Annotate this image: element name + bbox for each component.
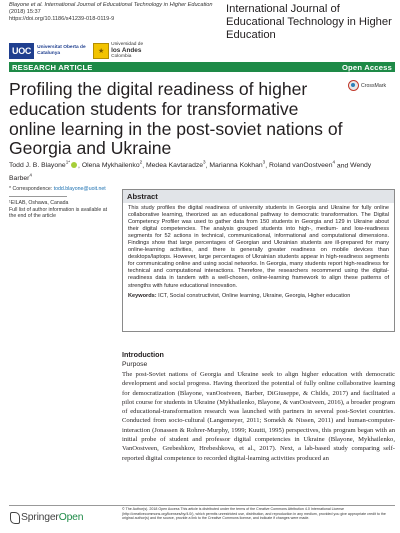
- correspondence-email[interactable]: todd.blayone@uoit.net: [53, 186, 106, 192]
- uniandes-logo: [93, 42, 143, 60]
- author-affiliation-mark: 2: [139, 160, 143, 165]
- article-type: RESEARCH ARTICLE: [12, 62, 93, 72]
- uoc-logo: [9, 43, 87, 59]
- uoc-mark: UOC: [9, 43, 34, 59]
- author-affiliation-mark: 3: [262, 160, 266, 165]
- abstract-heading: Abstract: [123, 190, 394, 203]
- crossmark-badge[interactable]: [348, 80, 386, 91]
- author-affiliation-mark: 4: [29, 172, 32, 178]
- uniandes-text: Universidad de los Andes Colombia: [111, 42, 144, 60]
- purpose-subheading: Purpose: [122, 361, 148, 368]
- correspondence-sidebar: [9, 186, 115, 220]
- license-text: © The Author(s). 2018 Open Access This article is distributed under the terms of the Creative Commons Attribution 4.0 International License (http://creativecommons.org/licenses/by/4.0/), which permits unrestricted use, distribution, and reproduction in any medium, provided you give appropriate credit to the original author(s) and the source, provide a link to the Creative Commons license, and indicate if changes were made.: [122, 507, 386, 521]
- journal-title: International Journal of Educational Technology in Higher Education: [226, 3, 392, 41]
- author-name: Olena Mykhailenko$^2$: [81, 160, 143, 170]
- crossmark-icon: [348, 80, 359, 91]
- author-affiliation-mark: 1*: [65, 160, 71, 165]
- springer-open-logo: [9, 511, 83, 523]
- institution-logos: [9, 41, 143, 61]
- crossmark-label: CrossMark: [361, 82, 387, 89]
- springer-horse-icon: [9, 511, 19, 523]
- open-access-label: Open Access: [341, 62, 392, 72]
- author-affiliation-mark: 3: [203, 160, 206, 165]
- orcid-icon[interactable]: [71, 162, 77, 168]
- keywords: [123, 290, 394, 303]
- citation-volume: (2018) 15:37: [9, 9, 41, 16]
- affiliation: ¹EILAB, Oshawa, Canada: [9, 199, 69, 206]
- introduction-paragraph: The post-Soviet nations of Georgia and Ukraine seek to align higher education with democratic development and social progress. Having theorized the potential of fully online collaborative learning for democratization (Blayone, vanOostveen, Barber, DiGiuseppe, & Childs, 2017) and facilitated a pilot course for students in Ukraine (Mykhailenko, Blayone, & vanOostveen, 2016), a broader program of educational-transformation research was launched with partners in several post-Soviet countries. Conducted from socio-cultural (Langemeyer, 2011; Somekh & Nissen, 2011) and human-computer-interaction (Jonassen & Rohrer-Murphy, 1999; Kuutti, 1995) perspectives, this program began with an initial probe of student and professor digital competencies in Ukraine (Blayone, Mykhailenko, VanOostveen, Grebeshkov, Hrebeshkova, et al., 2017). Next, a lab-based study comparing self-reported digital competence to recorded digital-learning activities produced an: [122, 371, 395, 462]
- abstract-text: This study profiles the digital readiness of university students in Georgia and Ukraine for fully online collaborative learning, theorized as an educational pathway to democratic transformation. The Digital Competency Profiler was used to gather data from 150 students in Georgia and 129 in Ukraine about their digital competencies. The analysis grouped students into high-, medium- and low-readiness segments for 52 actions in technical, communicational, informational and computational dimensions. Findings show that large percentages of Georgian and Ukrainian students are ill-prepared for many online-learning activities, and there is generally greater readiness on mobile devices than desktops/laptops. However, large percentages of Ukrainian students appear in high-readiness segments for communicating online and using social networks. In Georgia, many students report high-readiness for technical and computational interactions. Therefore, the researchers recommend using the digital-readiness data in tandem with a well-chosen, online-learning framework to align these patterns of strengths with future educational innovation.: [128, 205, 389, 289]
- keywords-list: ICT, Social constructivist, Online learning, Ukraine, Georgia, Higher education: [158, 292, 351, 299]
- uoc-text: Universitat Oberta de Catalunya: [37, 45, 86, 56]
- correspondence-label: * Correspondence:: [9, 186, 53, 192]
- uniandes-seal-icon: ★: [93, 43, 109, 59]
- footer-divider: [9, 505, 395, 506]
- citation-header: [9, 2, 224, 24]
- author-name: Roland vanOostveen$^4$: [269, 160, 336, 170]
- author-name: Medea Kavtaradze$^3$: [145, 160, 206, 170]
- author-info-note: Full list of author information is available at the end of the article: [9, 206, 108, 220]
- author-name: Marianna Kokhan$^3$: [209, 160, 266, 170]
- divider: [9, 196, 67, 197]
- springer-wordmark: SpringerOpen: [21, 511, 84, 523]
- introduction-heading: Introduction: [122, 350, 164, 359]
- author-affiliation-mark: 4: [332, 160, 336, 165]
- author-name: Todd J. B. Blayone$^{1*}$: [9, 162, 78, 169]
- citation-line: Blayone et al. International Journal of Educational Technology in Higher Education: [9, 2, 213, 8]
- author-list: Todd J. B. Blayone$^{1*}$ , Olena Mykhailenko$^2$, Medea Kavtaradze$^3$, Marianna Kokhan$^3$, Roland vanOostveen$^4$ and Wendy Barber$^4$: [9, 160, 372, 183]
- paper-title: Profiling the digital readiness of higher education students for transformative online learning in the post-soviet nations of Georgia and Ukraine: [9, 79, 343, 159]
- keywords-label: Keywords:: [128, 292, 157, 299]
- abstract-box: [122, 189, 395, 332]
- article-banner: [9, 62, 395, 72]
- author-name: Wendy Barber$^4$: [9, 162, 372, 183]
- doi-link[interactable]: https://doi.org/10.1186/s41239-018-0119-9: [9, 16, 115, 23]
